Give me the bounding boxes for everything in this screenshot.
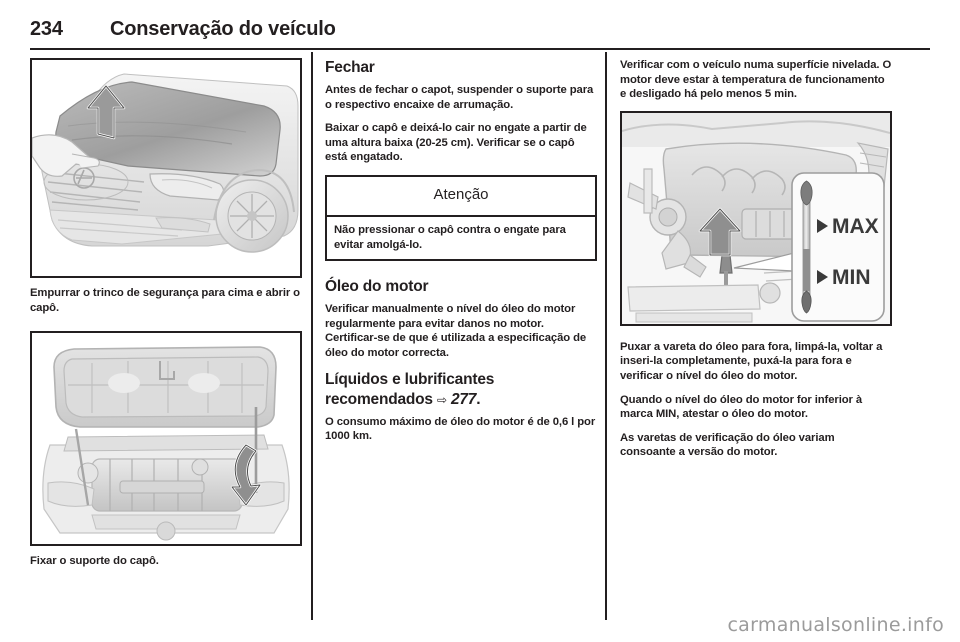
notice-box-atencao bbox=[325, 175, 597, 261]
figure-hood-release bbox=[30, 58, 302, 278]
notice-body: Não pressionar o capô contra o engate para evitar amolgá-lo. bbox=[334, 223, 566, 251]
paragraph-level-surface: Verificar com o veículo numa superfície nivelada. O motor deve estar à temperatura de funcionamento e desligado há pelo menos 5 min. bbox=[620, 59, 892, 101]
left-column bbox=[30, 58, 302, 585]
min-label: MIN bbox=[832, 265, 871, 289]
column-divider-right bbox=[605, 52, 607, 620]
engine-bay-dipstick-illustration bbox=[622, 113, 890, 324]
cross-reference-page[interactable]: 277 bbox=[450, 390, 477, 408]
paragraph-check-oil-level: Verificar manualmente o nível do óleo do motor regularmente para evitar danos no motor. Certificar-se de que é utilizada a especificação de óleo do motor correcta. bbox=[325, 303, 587, 359]
paragraph-dipstick-variants: As varetas de verificação do óleo variam consoante a versão do motor. bbox=[620, 431, 835, 459]
middle-column bbox=[325, 58, 597, 453]
page-number: 234 bbox=[30, 18, 63, 40]
paragraph-max-oil-consumption: O consumo máximo de óleo do motor é de 0,6 l por 1000 km. bbox=[325, 415, 596, 443]
subheading-fluids-label: Líquidos e lubrificantes recomendados bbox=[325, 370, 495, 408]
paragraph-close-hood-support: Antes de fechar o capot, suspender o suporte para o respectivo encaixe de arrumação. bbox=[325, 84, 594, 111]
paragraph-below-min: Quando o nível do óleo do motor for inferior à marca MIN, atestar o óleo do motor. bbox=[620, 393, 863, 421]
paragraph-pull-dipstick: Puxar a vareta do óleo para fora, limpá-la, voltar a inseri-la completamente, puxá-la para fora e verificar o nível do óleo do motor. bbox=[620, 340, 883, 382]
footer-watermark: carmanualsonline.info bbox=[727, 614, 944, 636]
figure-caption-hood-support: Fixar o suporte do capô. bbox=[30, 555, 159, 568]
cross-reference-period: . bbox=[476, 390, 481, 408]
vehicle-front-illustration bbox=[32, 60, 300, 276]
subheading-fluids bbox=[325, 370, 597, 410]
notice-title: Atenção bbox=[327, 177, 595, 217]
paragraph-lower-hood: Baixar o capô e deixá-lo cair no engate a partir de uma altura baixa (20-25 cm). Verificar se o capô está engatado. bbox=[325, 122, 587, 164]
heading-fechar: Fechar bbox=[325, 59, 375, 76]
figure-dipstick bbox=[620, 111, 892, 326]
figure-caption-hood-release: Empurrar o trinco de segurança para cima e abrir o capô. bbox=[30, 287, 300, 314]
open-hood-illustration bbox=[32, 333, 300, 544]
column-divider-left bbox=[311, 52, 313, 620]
right-column bbox=[620, 58, 892, 469]
page-header bbox=[30, 14, 930, 50]
cross-reference-arrow-icon: ⇨ bbox=[436, 392, 447, 407]
figure-hood-open bbox=[30, 331, 302, 546]
max-label: MAX bbox=[832, 214, 879, 238]
page-title: Conservação do veículo bbox=[110, 18, 336, 40]
heading-oleo-do-motor: Óleo do motor bbox=[325, 278, 429, 296]
